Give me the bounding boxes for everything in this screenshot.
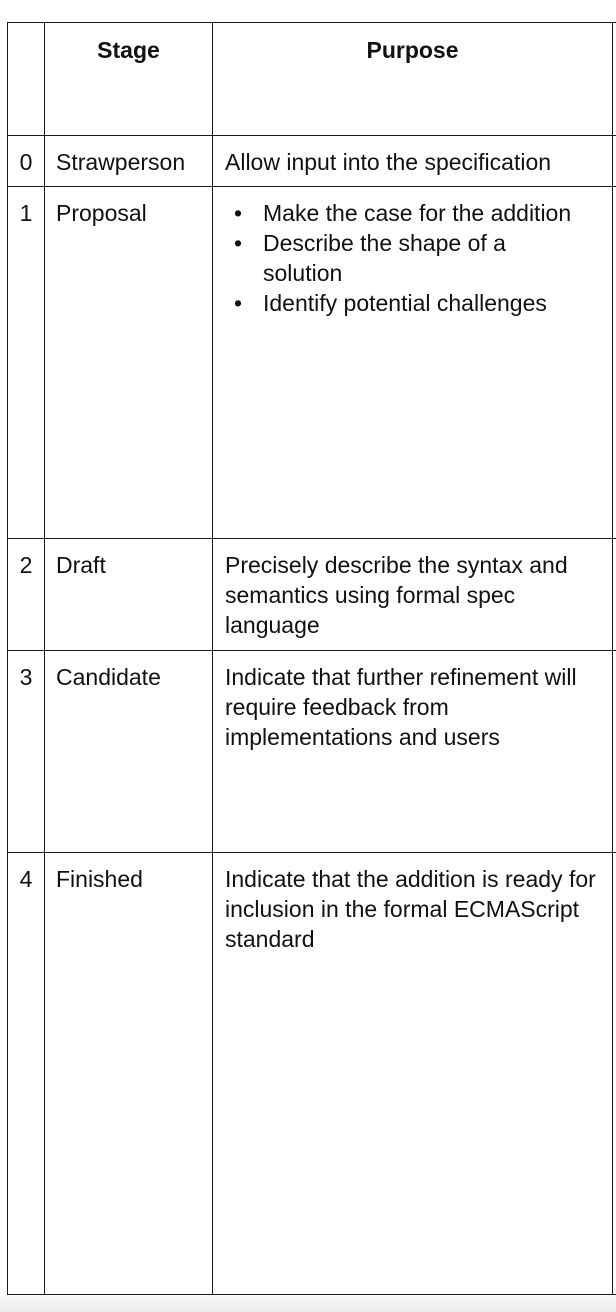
bullet-icon: • xyxy=(234,290,243,316)
table-row xyxy=(8,853,616,1295)
stage-number-cell: 2 xyxy=(8,539,45,651)
stage-number-cell: 4 xyxy=(8,853,45,1295)
stages-table xyxy=(7,22,616,1295)
header-purpose: Purpose xyxy=(213,23,613,136)
header-number xyxy=(8,23,45,136)
table-row xyxy=(8,651,616,853)
list-item: • Make the case for the addition xyxy=(234,200,572,226)
header-extra-column xyxy=(613,23,616,136)
extra-cell xyxy=(613,651,616,853)
bullet-icon: • xyxy=(234,230,243,256)
bottom-fade xyxy=(0,1296,616,1312)
extra-cell xyxy=(613,187,616,539)
stage-number-cell: 0 xyxy=(8,136,45,187)
list-item: • Describe the shape of a solution xyxy=(234,230,506,286)
extra-cell xyxy=(613,853,616,1295)
bullet-icon: • xyxy=(234,200,243,226)
stage-purpose-cell: Indicate that further refinement will require feedback from implementations and users xyxy=(213,651,613,853)
stage-name-cell: Proposal xyxy=(45,187,213,539)
stage-purpose-cell xyxy=(213,187,613,539)
stage-number-cell: 3 xyxy=(8,651,45,853)
purpose-bullet-list xyxy=(213,187,612,318)
stage-purpose-cell: Allow input into the specification xyxy=(213,136,613,187)
header-stage: Stage xyxy=(45,23,213,136)
table-row xyxy=(8,136,616,187)
table-header-row xyxy=(8,23,616,136)
stage-number-cell: 1 xyxy=(8,187,45,539)
list-item: • Identify potential challenges xyxy=(234,290,547,316)
stage-purpose-cell: Precisely describe the syntax and semantics using formal spec language xyxy=(213,539,613,651)
stage-name-cell: Draft xyxy=(45,539,213,651)
table-row xyxy=(8,187,616,539)
stage-name-cell: Finished xyxy=(45,853,213,1295)
extra-cell xyxy=(613,539,616,651)
stage-name-cell: Strawperson xyxy=(45,136,213,187)
extra-cell xyxy=(613,136,616,187)
stage-name-cell: Candidate xyxy=(45,651,213,853)
stage-purpose-cell: Indicate that the addition is ready for inclusion in the formal ECMAScript standard xyxy=(213,853,613,1295)
table-row xyxy=(8,539,616,651)
